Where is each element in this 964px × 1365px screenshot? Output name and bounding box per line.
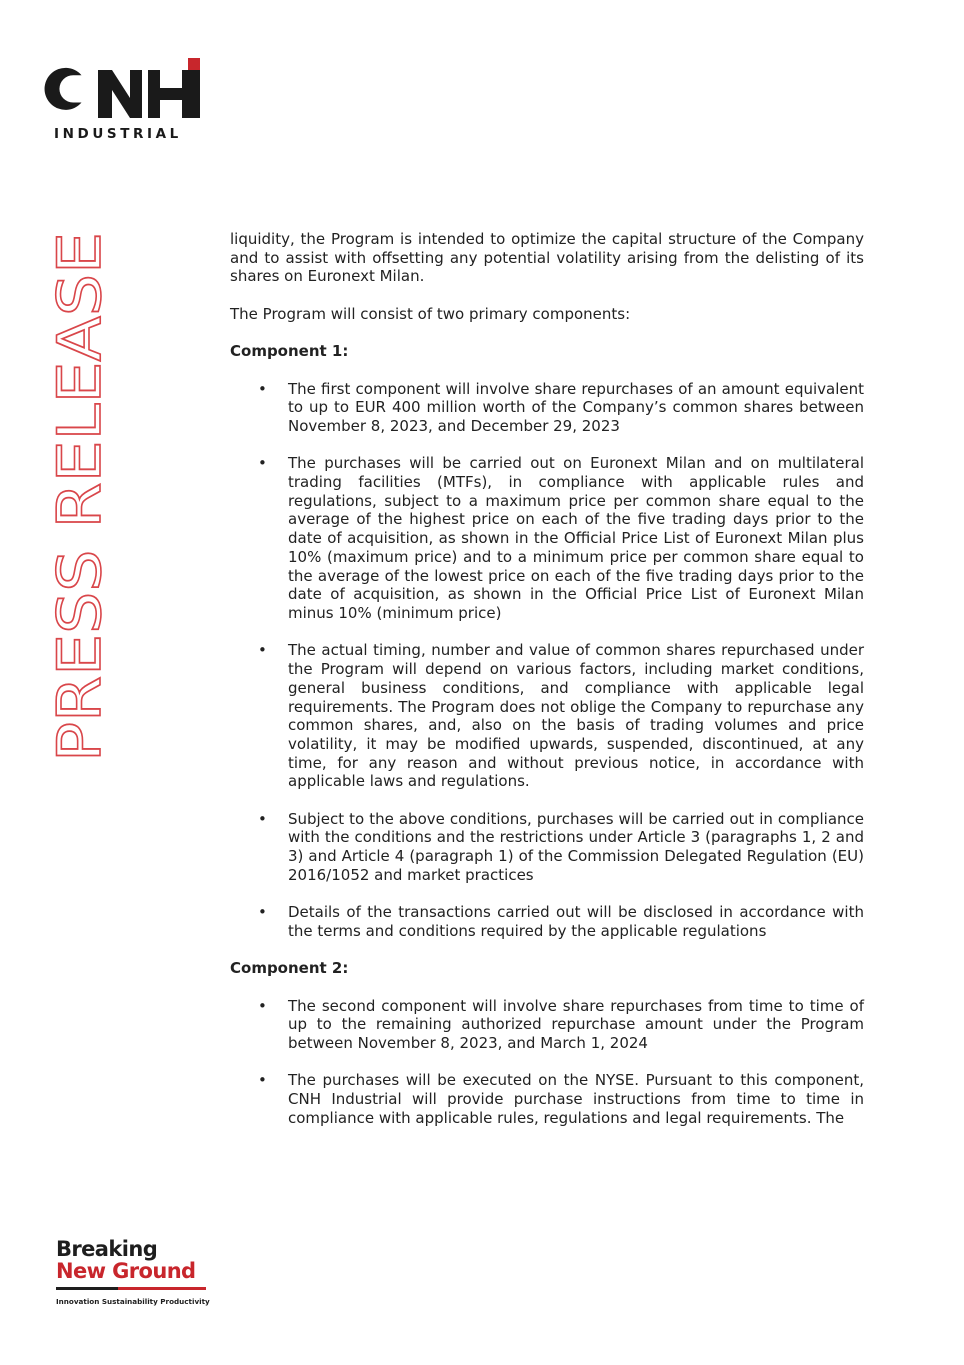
- list-item: [230, 1071, 864, 1127]
- list-item-text: The second component will involve share repurchases from time to time of up to the remaining authorized repurchase amount under the Program between November 8, 2023, and March 1, 2024: [288, 996, 864, 1053]
- article-body: [230, 230, 864, 1146]
- tagline-divider: [56, 1287, 206, 1290]
- component-1-heading: Component 1:: [230, 342, 349, 361]
- list-item: [230, 454, 864, 622]
- tagline-subtitle: Innovation Sustainability Productivity: [56, 1297, 210, 1306]
- press-release-text: PRESS RELEASE: [45, 283, 115, 762]
- bullet-icon: •: [258, 641, 267, 660]
- list-item-text: Subject to the above conditions, purchases will be carried out in compliance with the conditions and the restrictions under Article 3 (paragraphs 1, 2 and 3) and Article 4 (paragraph 1) of the Commission Delegated Regulation (EU) 2016/1052 and market practices: [288, 809, 864, 884]
- component-1-list: [230, 380, 864, 941]
- list-item-text: Details of the transactions carried out will be disclosed in accordance with the terms and conditions required by the applicable regulations: [288, 903, 864, 940]
- list-item: [230, 903, 864, 940]
- cnh-industrial-logo: [54, 58, 204, 146]
- logo-subtext: INDUSTRIAL: [54, 126, 182, 142]
- press-release-vertical-title: [45, 230, 115, 762]
- tagline-line-1: Breaking: [56, 1237, 158, 1261]
- bullet-icon: •: [258, 454, 267, 473]
- component-2-list: [230, 997, 864, 1128]
- component-2-heading: Component 2:: [230, 959, 349, 978]
- logo-text: CNH: [54, 58, 57, 59]
- cnh-logo-mark: [54, 58, 204, 122]
- list-item: [230, 810, 864, 885]
- list-item-text: The first component will involve share repurchases of an amount equivalent to up to EUR 400 million worth of the Company’s common shares between November 8, 2023, and December 29, 2023: [288, 379, 864, 435]
- list-item: [230, 641, 864, 791]
- bullet-icon: •: [258, 996, 267, 1015]
- list-item: [230, 997, 864, 1053]
- program-intro-paragraph: The Program will consist of two primary components:: [230, 304, 631, 323]
- breaking-new-ground-logo: [56, 1237, 216, 1312]
- list-item-text: The actual timing, number and value of common shares repurchased under the Program will depend on various factors, including market conditions, general business conditions, and compliance with applicable legal requirements. The Program does not oblige the Company to repurchase any common shares, and, also on the basis of trading volumes and price volatility, it may be modified upwards, suspended, discontinued, at any time, for any reason and without previous notice, in accordance with applicable laws and regulations.: [288, 641, 864, 791]
- bullet-icon: •: [258, 903, 267, 922]
- logo-red-square: [188, 58, 200, 70]
- bullet-icon: •: [258, 1071, 267, 1090]
- tagline-line-2: New Ground: [56, 1259, 196, 1283]
- list-item-text: The purchases will be executed on the NYSE. Pursuant to this component, CNH Industrial will provide purchase instructions from time to time in compliance with applicable rules, regulations and legal requirements. The: [288, 1071, 864, 1127]
- bullet-icon: •: [258, 379, 267, 398]
- bullet-icon: •: [258, 809, 267, 828]
- intro-paragraph: liquidity, the Program is intended to optimize the capital structure of the Company and to assist with offsetting any potential volatility arising from the delisting of its shares on Euronext Milan.: [230, 230, 864, 286]
- list-item-text: The purchases will be carried out on Euronext Milan and on multilateral trading facilities (MTFs), in compliance with applicable rules and regulations, subject to a maximum price per common share equal to the average of the highest price on each of the five trading days prior to the date of acquisition, as shown in the Official Price List of Euronext Milan plus 10% (maximum price) and to a minimum price per common share equal to the average of the lowest price on each of the five trading days prior to the date of acquisition, as shown in the Official Price List of Euronext Milan minus 10% (minimum price): [288, 454, 864, 622]
- list-item: [230, 380, 864, 436]
